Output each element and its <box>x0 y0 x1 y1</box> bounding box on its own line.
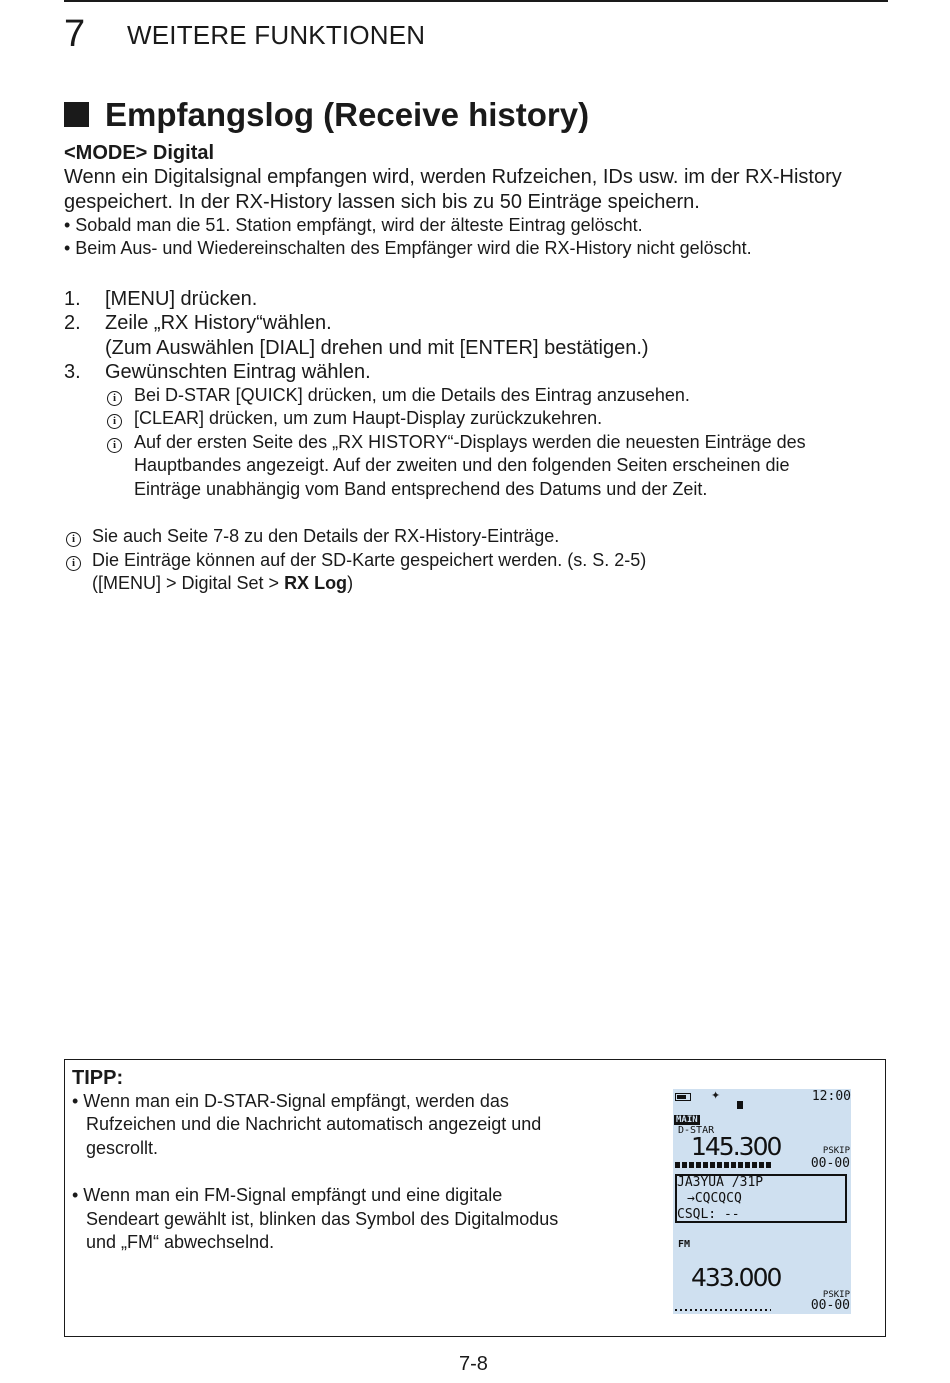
chapter-title: WEITERE FUNKTIONEN <box>127 20 426 50</box>
lcd-channel-bottom: 00-00 <box>810 1298 850 1313</box>
lcd-mode-top: D-STAR <box>678 1125 715 1136</box>
lcd-mode-bottom: FM <box>678 1239 691 1250</box>
tip-text: Rufzeichen und die Nachricht automatisch angezeigt und <box>86 1114 542 1134</box>
lcd-frequency-bottom: 433.000 <box>691 1263 781 1292</box>
info-note-text: Einträge unabhängig vom Band entsprechend des Datums und der Zeit. <box>134 479 708 499</box>
lcd-dest-line: →CQCQCQ <box>687 1191 742 1206</box>
lcd-channel-top: 00-00 <box>810 1156 850 1171</box>
menu-path <box>92 572 353 596</box>
section-title: Empfangslog (Receive history) <box>105 96 590 133</box>
info-note-text: Sie auch Seite 7-8 zu den Details der RX-History-Einträge. <box>92 526 560 546</box>
mode-label: <MODE> Digital <box>64 142 215 164</box>
step-text: [MENU] drücken. <box>105 288 258 310</box>
step-text: (Zum Auswählen [DIAL] drehen und mit [ENTER] bestätigen.) <box>105 337 649 359</box>
info-icon: i <box>66 556 81 571</box>
square-bullet-icon <box>64 102 89 127</box>
chapter-number: 7 <box>64 13 86 55</box>
intro-paragraph: Wenn ein Digitalsignal empfangen wird, werden Rufzeichen, IDs usw. im der RX-History gespeichert. In der RX-History lassen sich bis zu 50 Einträge speichern. <box>64 166 842 213</box>
info-note-text: Die Einträge können auf der SD-Karte gespeichert werden. (s. S. 2-5) <box>92 550 647 570</box>
step-number: 3. <box>64 361 81 383</box>
s-meter-bottom <box>675 1309 771 1311</box>
menu-path-prefix: ([MENU] > Digital Set > <box>92 573 285 593</box>
step-text: Gewünschten Eintrag wählen. <box>105 361 371 383</box>
info-icon: i <box>66 532 81 547</box>
info-icon: i <box>107 438 122 453</box>
step-number: 1. <box>64 288 81 310</box>
header-rule <box>64 0 888 2</box>
tip-text: und „FM“ abwechselnd. <box>86 1232 275 1252</box>
info-note-text: Bei D-STAR [QUICK] drücken, um die Details des Eintrag anzusehen. <box>134 385 690 405</box>
battery-icon <box>675 1093 691 1101</box>
step-text: Zeile „RX History“wählen. <box>105 312 332 334</box>
s-meter-top <box>675 1162 771 1168</box>
menu-path-suffix: ) <box>347 573 354 593</box>
lcd-main-label: MAIN <box>676 1115 698 1125</box>
tip-text: • Wenn man ein D-STAR-Signal empfängt, werden das <box>72 1091 509 1111</box>
gps-icon: ✦ <box>711 1090 721 1102</box>
page-number: 7-8 <box>459 1353 488 1375</box>
lcd-pskip-bottom: PSKIP <box>822 1290 850 1300</box>
info-note <box>107 431 122 455</box>
info-note <box>107 384 122 408</box>
sd-card-icon <box>737 1101 743 1109</box>
tip-text: • Wenn man ein FM-Signal empfängt und eine digitale <box>72 1185 503 1205</box>
lcd-csql-line: CSQL: -- <box>677 1207 740 1222</box>
lcd-call-line: JA3YUA /31P <box>677 1175 764 1190</box>
step-number: 2. <box>64 312 81 334</box>
section-heading <box>64 95 589 135</box>
lcd-frequency-top: 145.300 <box>691 1132 781 1161</box>
tip-text: Sendeart gewählt ist, blinken das Symbol des Digitalmodus <box>86 1209 559 1229</box>
bullet-item: • Beim Aus- und Wiedereinschalten des Empfänger wird die RX-History nicht gelöscht. <box>64 238 752 258</box>
lcd-time: 12:00 <box>811 1089 851 1104</box>
info-note <box>107 407 122 431</box>
tip-text: gescrollt. <box>86 1138 159 1158</box>
lcd-display <box>673 1089 851 1314</box>
info-note-text: Hauptbandes angezeigt. Auf der zweiten und den folgenden Seiten erscheinen die <box>134 455 790 475</box>
tip-title: TIPP: <box>72 1067 124 1089</box>
info-note-text: Auf der ersten Seite des „RX HISTORY“-Displays werden die neuesten Einträge des <box>134 432 806 452</box>
info-icon: i <box>107 391 122 406</box>
bullet-item: • Sobald man die 51. Station empfängt, wird der älteste Eintrag gelöscht. <box>64 215 643 235</box>
menu-path-item: RX Log <box>284 573 348 593</box>
info-note-text: [CLEAR] drücken, um zum Haupt-Display zurückzukehren. <box>134 408 603 428</box>
info-note <box>66 525 81 549</box>
info-note <box>66 549 81 573</box>
info-icon: i <box>107 414 122 429</box>
lcd-pskip-top: PSKIP <box>822 1146 850 1156</box>
